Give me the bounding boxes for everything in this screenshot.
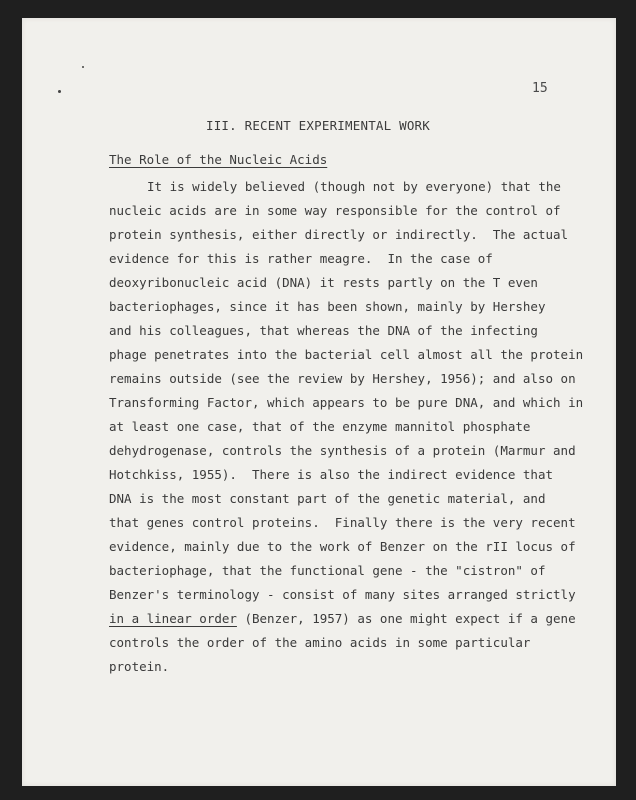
text-line: Transforming Factor, which appears to be pure DNA, and which in — [109, 395, 584, 410]
subsection-heading: The Role of the Nucleic Acids — [109, 152, 328, 167]
text-line: protein. — [109, 659, 170, 674]
text-line: evidence for this is rather meagre. In the case of — [109, 251, 493, 266]
underlined-phrase: in a linear order — [109, 611, 237, 626]
text-line: nucleic acids are in some way responsible for the control of — [109, 203, 561, 218]
text-line: and his colleagues, that whereas the DNA of the infecting — [109, 323, 538, 338]
text-line: bacteriophage, that the functional gene - the "cistron" of — [109, 563, 546, 578]
text-line — [109, 607, 583, 631]
text-line: It is widely believed (though not by everyone) that the — [147, 179, 561, 194]
text-line: remains outside (see the review by Hershey, 1956); and also on — [109, 371, 576, 386]
text-line: bacteriophages, since it has been shown, mainly by Hershey — [109, 299, 546, 314]
text-line: deoxyribonucleic acid (DNA) it rests partly on the T even — [109, 275, 538, 290]
page-number: 15 — [532, 81, 548, 96]
text-line: protein synthesis, either directly or indirectly. The actual — [109, 227, 569, 242]
text-span: (Benzer, 1957) as one might expect if a gene — [236, 611, 576, 626]
ink-speck — [82, 66, 84, 68]
text-line: dehydrogenase, controls the synthesis of a protein (Marmur and — [109, 443, 576, 458]
text-line: DNA is the most constant part of the genetic material, and — [109, 491, 546, 506]
text-line: that genes control proteins. Finally there is the very recent — [109, 515, 576, 530]
section-heading: III. RECENT EXPERIMENTAL WORK — [205, 118, 431, 133]
text-line: controls the order of the amino acids in some particular — [109, 635, 531, 650]
ink-speck — [58, 90, 61, 93]
body-paragraph — [109, 175, 583, 679]
text-line: evidence, mainly due to the work of Benzer on the rII locus of — [109, 539, 576, 554]
text-line: Hotchkiss, 1955). There is also the indirect evidence that — [109, 467, 554, 482]
text-line: Benzer's terminology - consist of many sites arranged strictly — [109, 587, 576, 602]
text-line: phage penetrates into the bacterial cell almost all the protein — [109, 347, 584, 362]
text-line: at least one case, that of the enzyme mannitol phosphate — [109, 419, 531, 434]
